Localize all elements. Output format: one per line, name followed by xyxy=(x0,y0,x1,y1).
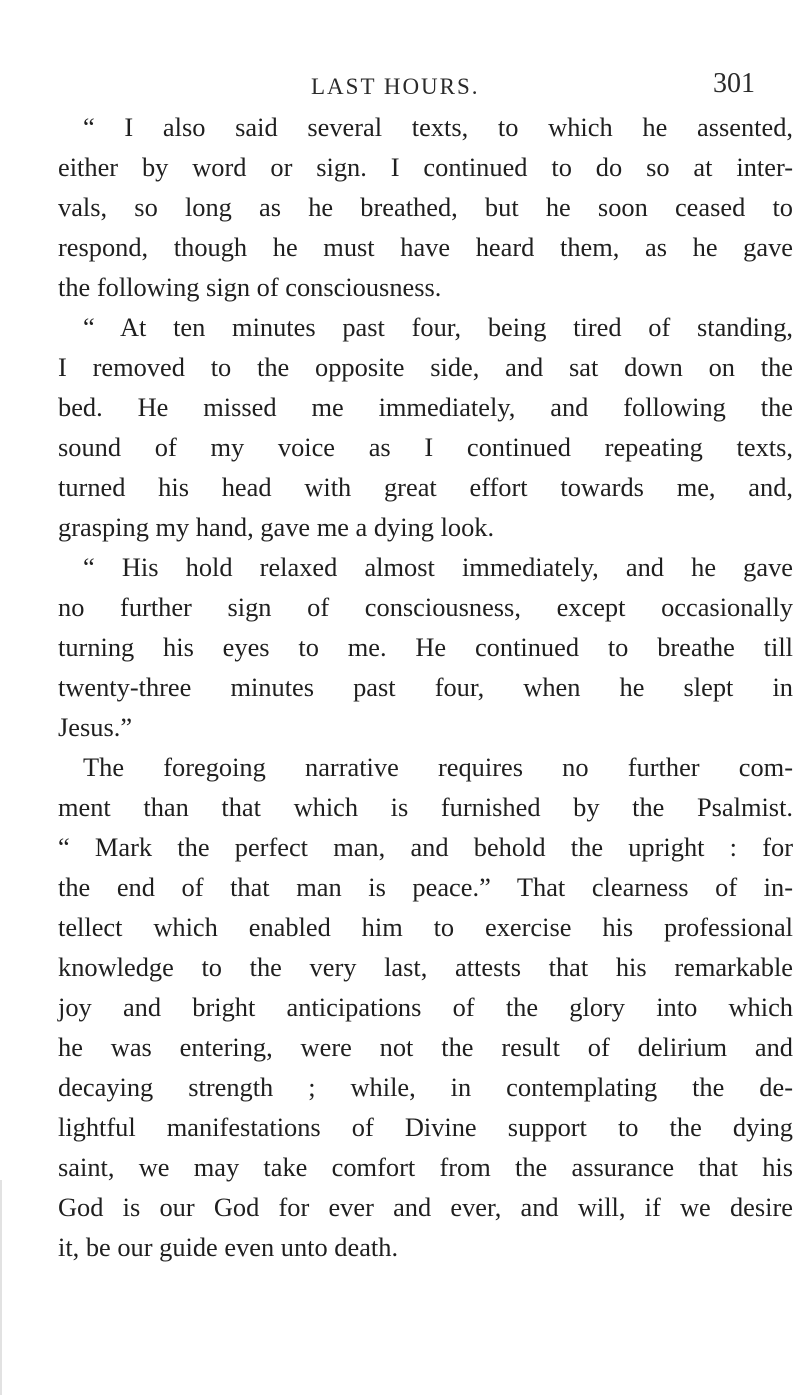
text-line: no further sign of consciousness, except occasionally xyxy=(58,592,793,622)
text-line: turned his head with great effort towards me, and, xyxy=(58,472,793,502)
text-line: ment than that which is furnished by the Psalmist. xyxy=(58,792,793,822)
text-line: either by word or sign. I continued to do so at inter- xyxy=(58,152,793,182)
text-line: joy and bright anticipations of the glory into which xyxy=(58,992,793,1022)
page-edge-shadow xyxy=(0,1180,2,1395)
text-line: vals, so long as he breathed, but he soon ceased to xyxy=(58,192,793,222)
text-line: Jesus.” xyxy=(58,712,133,742)
text-line: decaying strength ; while, in contemplating the de- xyxy=(58,1072,793,1102)
text-line: I removed to the opposite side, and sat down on the xyxy=(58,352,793,382)
text-line: it, be our guide even unto death. xyxy=(58,1232,399,1262)
text-line: knowledge to the very last, attests that his remarkable xyxy=(58,952,793,982)
text-line: “ His hold relaxed almost immediately, and he gave xyxy=(83,552,793,582)
text-line: turning his eyes to me. He continued to breathe till xyxy=(58,632,793,662)
text-line: “ I also said several texts, to which he assented, xyxy=(83,112,793,142)
text-line: twenty-three minutes past four, when he slept in xyxy=(58,672,793,702)
text-line: the following sign of consciousness. xyxy=(58,272,442,302)
text-line: respond, though he must have heard them, as he gave xyxy=(58,232,793,262)
text-line: saint, we may take comfort from the assurance that his xyxy=(58,1152,793,1182)
page-number: 301 xyxy=(713,68,755,99)
text-line: he was entering, were not the result of delirium and xyxy=(58,1032,793,1062)
text-line: lightful manifestations of Divine support to the dying xyxy=(58,1112,793,1142)
running-title: LAST HOURS. xyxy=(311,74,480,99)
text-line: The foregoing narrative requires no further com- xyxy=(83,752,793,782)
text-line: tellect which enabled him to exercise his professional xyxy=(58,912,793,942)
text-line: the end of that man is peace.” That clearness of in- xyxy=(58,872,793,902)
text-line: bed. He missed me immediately, and following the xyxy=(58,392,793,422)
text-line: “ At ten minutes past four, being tired of standing, xyxy=(83,312,793,342)
text-line: “ Mark the perfect man, and behold the upright : for xyxy=(58,832,793,862)
text-line: sound of my voice as I continued repeating texts, xyxy=(58,432,793,462)
text-line: grasping my hand, gave me a dying look. xyxy=(58,512,495,542)
text-line: God is our God for ever and ever, and will, if we desire xyxy=(58,1192,793,1222)
